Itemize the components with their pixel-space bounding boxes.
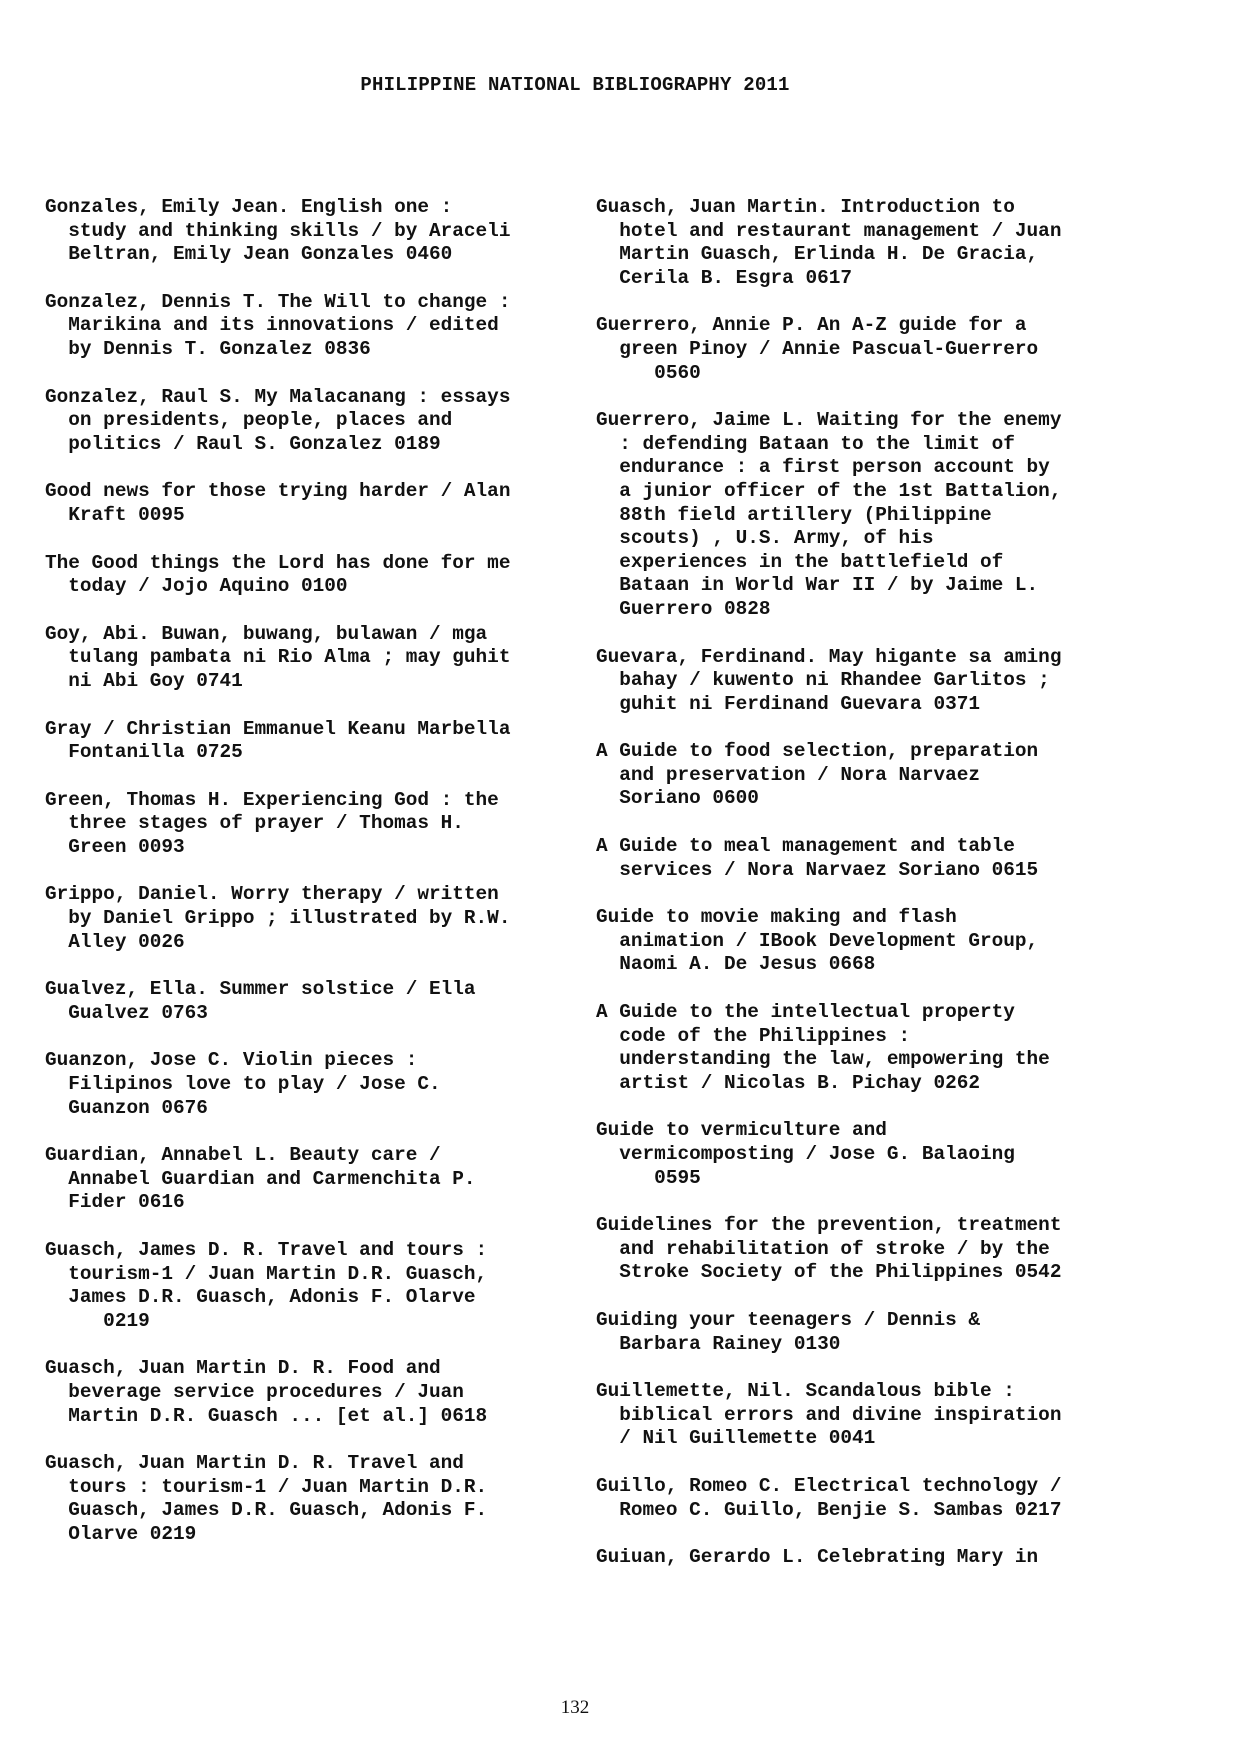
bibliography-entry: Gray / Christian Emmanuel Keanu Marbella Fontanilla 0725 xyxy=(45,717,511,764)
bibliography-entry: Guasch, James D. R. Travel and tours : tourism-1 / Juan Martin D.R. Guasch, James D.R. Guasch, Adonis F. Olarve 0219 xyxy=(45,1239,488,1332)
page-number: 132 xyxy=(560,1697,590,1718)
bibliography-entry: Good news for those trying harder / Alan Kraft 0095 xyxy=(45,480,511,526)
bibliography-entry: Guerrero, Annie P. An A-Z guide for a green Pinoy / Annie Pascual-Guerrero 0560 xyxy=(596,314,1039,384)
bibliography-entry: A Guide to meal management and table services / Nora Narvaez Soriano 0615 xyxy=(596,835,1039,881)
left-column xyxy=(45,196,565,1571)
bibliography-entry: Gonzalez, Raul S. My Malacanang : essays on presidents, people, places and politics / Raul S. Gonzalez 0189 xyxy=(45,385,511,455)
bibliography-entry: Gonzales, Emily Jean. English one : study and thinking skills / by Araceli Beltran, Emily Jean Gonzales 0460 xyxy=(45,196,511,266)
bibliography-entry: Guillo, Romeo C. Electrical technology / Romeo C. Guillo, Benjie S. Sambas 0217 xyxy=(596,1474,1062,1521)
bibliography-entry: Goy, Abi. Buwan, buwang, bulawan / mga tulang pambata ni Rio Alma ; may guhit ni Abi Goy 0741 xyxy=(45,622,511,692)
bibliography-entry: Guiuan, Gerardo L. Celebrating Mary in xyxy=(596,1546,1039,1569)
bibliography-entry: Guasch, Juan Martin D. R. Food and beverage service procedures / Juan Martin D.R. Guasch ... [et al.] 0618 xyxy=(45,1357,488,1427)
bibliography-entry: Guasch, Juan Martin D. R. Travel and tours : tourism-1 / Juan Martin D.R. Guasch, James D.R. Guasch, Adonis F. Olarve 0219 xyxy=(45,1452,488,1545)
bibliography-entry: A Guide to the intellectual property code of the Philippines : understanding the law, empowering the artist / Nicolas B. Pichay 0262 xyxy=(596,1001,1050,1094)
bibliography-entry: Guerrero, Jaime L. Waiting for the enemy : defending Bataan to the limit of endurance : a first person account by a junior officer of the 1st Battalion, 88th field artillery (Philippine scouts) , U.S. Army, of his experiences in the battlefield of Bataan in World War II / by Jaime L. Guerrero 0828 xyxy=(596,409,1062,620)
bibliography-entry: The Good things the Lord has done for me today / Jojo Aquino 0100 xyxy=(45,551,511,598)
bibliography-entry: Guiding your teenagers / Dennis & Barbara Rainey 0130 xyxy=(596,1308,980,1355)
page-title: PHILIPPINE NATIONAL BIBLIOGRAPHY 2011 xyxy=(360,74,790,96)
bibliography-entry: Guide to vermiculture and vermicomposting / Jose G. Balaoing 0595 xyxy=(596,1119,1015,1189)
bibliography-entry: Guardian, Annabel L. Beauty care / Annabel Guardian and Carmenchita P. Fider 0616 xyxy=(45,1144,476,1214)
bibliography-entry: Guillemette, Nil. Scandalous bible : biblical errors and divine inspiration / Nil Guillemette 0041 xyxy=(596,1380,1062,1450)
bibliography-entry: Guasch, Juan Martin. Introduction to hotel and restaurant management / Juan Martin Guasch, Erlinda H. De Gracia, Cerila B. Esgra 0617 xyxy=(596,196,1062,289)
bibliography-entry: Grippo, Daniel. Worry therapy / written by Daniel Grippo ; illustrated by R.W. Alley 0026 xyxy=(45,883,511,953)
bibliography-entry: Guide to movie making and flash animation / IBook Development Group, Naomi A. De Jesus 0668 xyxy=(596,906,1039,976)
right-column xyxy=(596,196,1136,1594)
bibliography-entry: Green, Thomas H. Experiencing God : the three stages of prayer / Thomas H. Green 0093 xyxy=(45,788,499,858)
bibliography-entry: Guanzon, Jose C. Violin pieces : Filipinos love to play / Jose C. Guanzon 0676 xyxy=(45,1049,441,1119)
bibliography-entry: Guevara, Ferdinand. May higante sa aming bahay / kuwento ni Rhandee Garlitos ; guhit ni Ferdinand Guevara 0371 xyxy=(596,645,1062,715)
bibliography-entry: Gonzalez, Dennis T. The Will to change : Marikina and its innovations / edited by Dennis T. Gonzalez 0836 xyxy=(45,290,511,360)
bibliography-entry: Guidelines for the prevention, treatment and rehabilitation of stroke / by the Stroke Society of the Philippines 0542 xyxy=(596,1214,1062,1284)
bibliography-entry: Gualvez, Ella. Summer solstice / Ella Gualvez 0763 xyxy=(45,978,476,1024)
bibliography-entry: A Guide to food selection, preparation and preservation / Nora Narvaez Soriano 0600 xyxy=(596,740,1039,810)
